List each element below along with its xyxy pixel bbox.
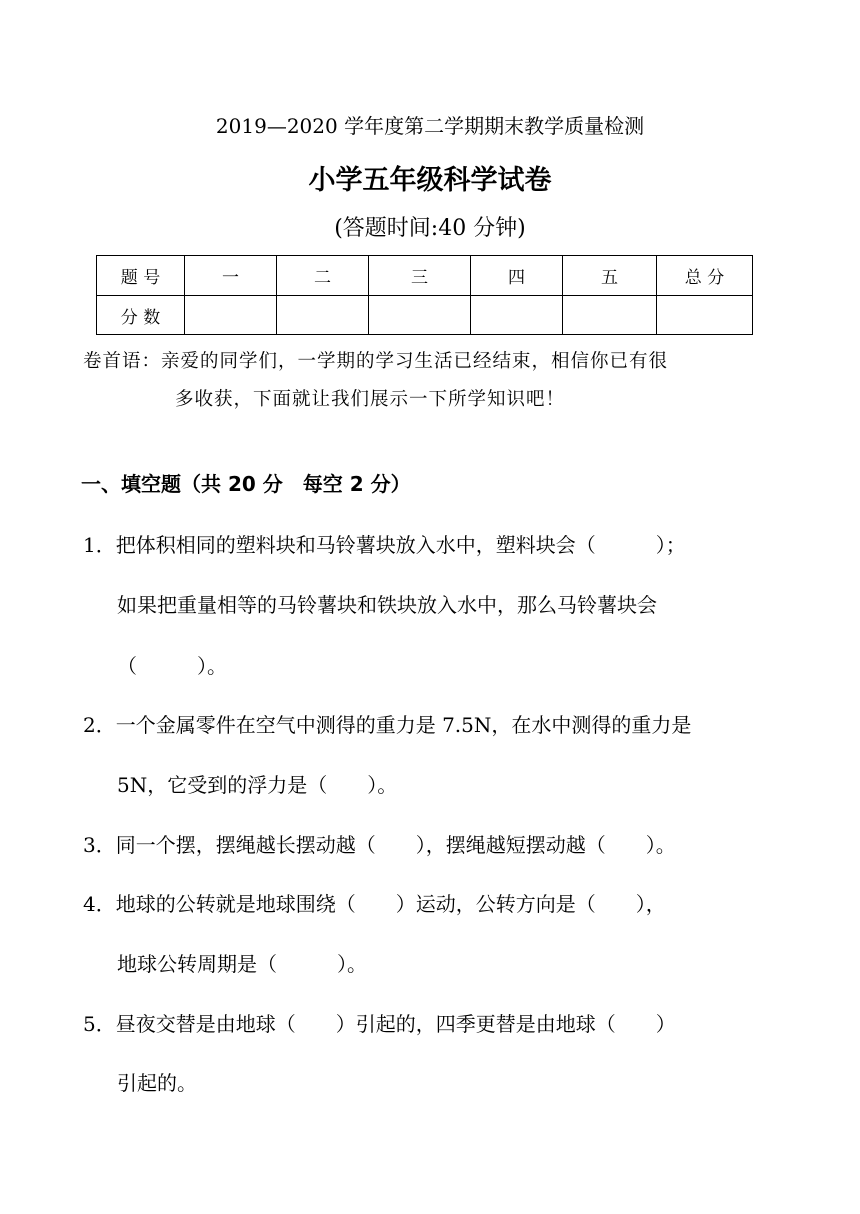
score-cell bbox=[563, 296, 657, 335]
score-header-cell: 题 号 bbox=[97, 256, 185, 296]
score-header-cell: 总 分 bbox=[657, 256, 753, 296]
question-4-line-1: 4．地球的公转就是地球围绕（ ）运动，公转方向是（ ）， bbox=[83, 892, 666, 916]
exam-time: (答题时间:40 分钟) bbox=[334, 216, 526, 241]
preface-line-2: 多收获，下面就让我们展示一下所学知识吧！ bbox=[175, 389, 566, 410]
score-header-cell: 五 bbox=[563, 256, 657, 296]
question-4-line-2: 地球公转周期是（ ）。 bbox=[117, 952, 367, 976]
question-3-line-1: 3．同一个摆，摆绳越长摆动越（ ），摆绳越短摆动越（ ）。 bbox=[83, 833, 676, 857]
score-header-cell: 一 bbox=[185, 256, 277, 296]
question-2-line-1: 2．一个金属零件在空气中测得的重力是 7.5N，在水中测得的重力是 bbox=[83, 713, 692, 737]
score-cell bbox=[657, 296, 753, 335]
score-table bbox=[96, 255, 753, 335]
score-header-cell: 三 bbox=[369, 256, 471, 296]
score-cell bbox=[369, 296, 471, 335]
score-header-cell: 二 bbox=[277, 256, 369, 296]
score-cell bbox=[277, 296, 369, 335]
exam-subtitle: 2019—2020 学年度第二学期期末教学质量检测 bbox=[215, 114, 645, 138]
score-table-header-row bbox=[97, 256, 753, 296]
question-5-line-1: 5．昼夜交替是由地球（ ）引起的，四季更替是由地球（ ） bbox=[83, 1012, 676, 1036]
score-header-cell: 四 bbox=[471, 256, 563, 296]
score-row-label: 分 数 bbox=[97, 296, 185, 335]
preface-line-1: 卷首语：亲爱的同学们，一学期的学习生活已经结束，相信你已有很 bbox=[83, 351, 669, 372]
question-1-line-1: 1．把体积相同的塑料块和马铃薯块放入水中，塑料块会（ ）； bbox=[83, 533, 686, 557]
section-heading: 一、填空题（共 20 分 每空 2 分） bbox=[81, 472, 411, 496]
score-cell bbox=[185, 296, 277, 335]
score-cell bbox=[471, 296, 563, 335]
question-5-line-2: 引起的。 bbox=[117, 1071, 197, 1095]
question-1-line-3: （ ）。 bbox=[117, 654, 227, 678]
score-table-score-row bbox=[97, 296, 753, 335]
question-1-line-2: 如果把重量相等的马铃薯块和铁块放入水中，那么马铃薯块会 bbox=[117, 593, 657, 617]
exam-title: 小学五年级科学试卷 bbox=[308, 165, 552, 196]
question-2-line-2: 5N，它受到的浮力是（ ）。 bbox=[117, 773, 398, 797]
